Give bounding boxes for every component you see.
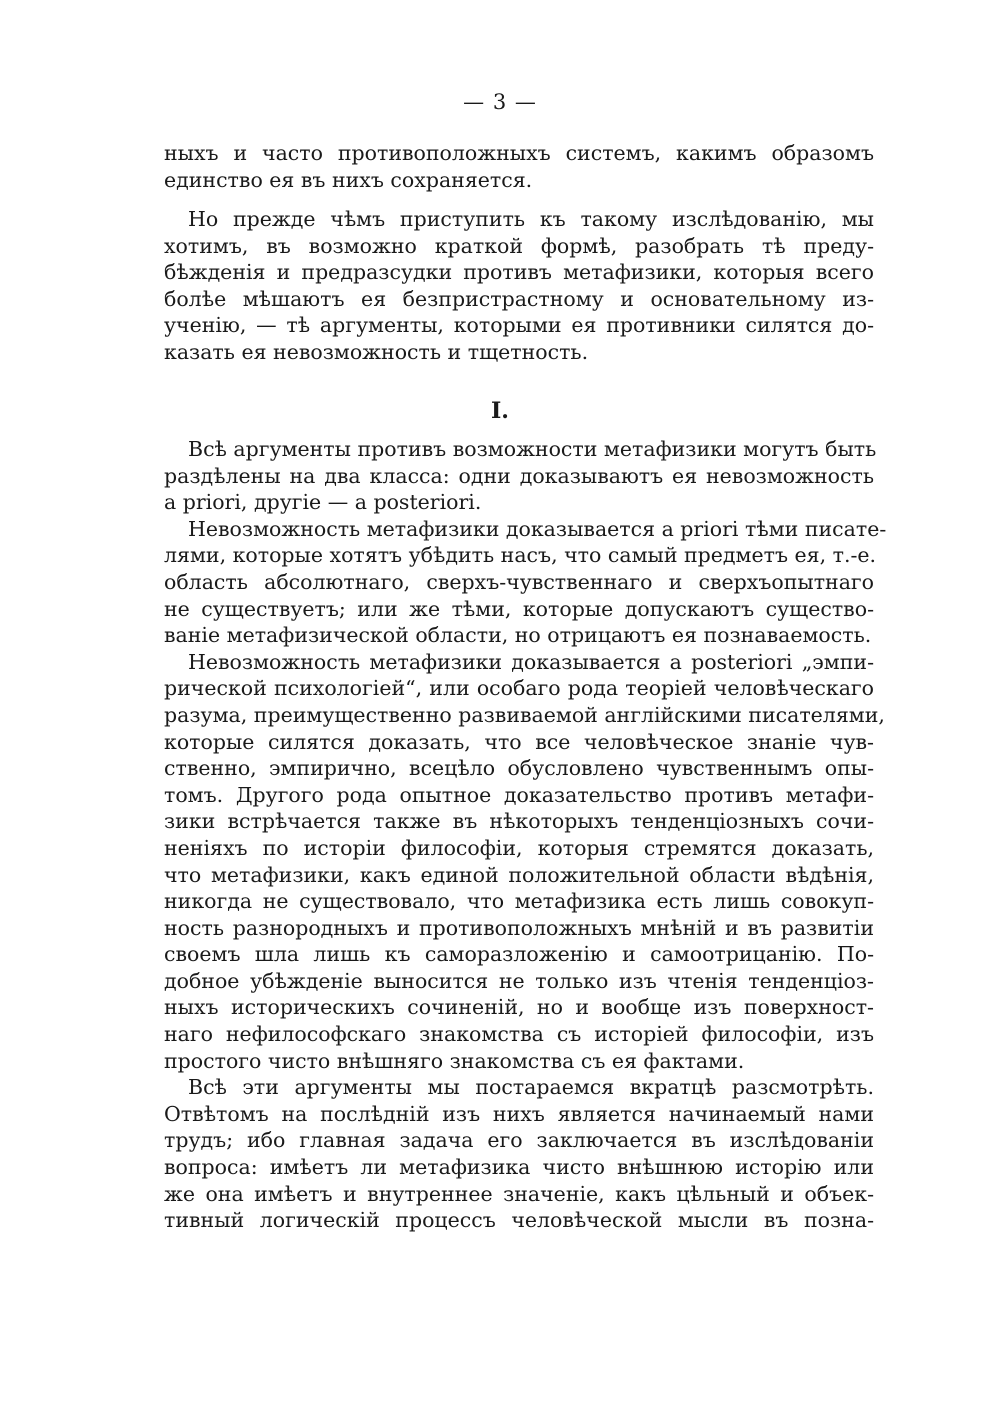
- text-line: бѣжденія и предразсудки противъ метафизики, которыя всего: [164, 260, 874, 285]
- text-line: которые силятся доказать, что все человѣческое знаніе чув-: [164, 729, 874, 754]
- text-line: единство ея въ нихъ сохраняется.: [164, 167, 533, 192]
- text-line: никогда не существовало, что метафизика есть лишь совокуп-: [164, 889, 874, 914]
- text-line: Всѣ эти аргументы мы постараемся вкратцѣ разсмотрѣть.: [188, 1075, 874, 1100]
- text-line: томъ. Другого рода опытное доказательство противъ метафи-: [164, 782, 874, 807]
- text-line: ственно, эмпирично, всецѣло обусловлено чувственнымъ опы-: [164, 756, 874, 781]
- text-line: неніяхъ по исторіи философіи, которыя стремятся доказать,: [164, 835, 874, 860]
- text-line: a priori, другіе — a posteriori.: [164, 490, 482, 515]
- text-line: лями, которые хотятъ убѣдить насъ, что самый предметъ ея, т.-е.: [164, 543, 877, 568]
- text-line: Невозможность метафизики доказывается a priori тѣми писате-: [188, 516, 887, 541]
- text-line: область абсолютнаго, сверхъ-чувственнаго и сверхъопытнаго: [164, 569, 874, 594]
- text-line: Отвѣтомъ на послѣдній изъ нихъ является начинаемый нами: [164, 1101, 874, 1126]
- section-heading: I.: [491, 398, 509, 424]
- text-line: хотимъ, въ возможно краткой формѣ, разобрать тѣ преду-: [164, 233, 874, 258]
- text-line: добное убѣжденіе выносится не только изъ чтенія тенденціоз-: [164, 968, 874, 993]
- text-line: Невозможность метафизики доказывается a posteriori „эмпи-: [188, 649, 874, 674]
- text-line: что метафизики, какъ единой положительной области вѣдѣнія,: [164, 862, 874, 887]
- text-line: Но прежде чѣмъ приступить къ такому изслѣдованію, мы: [188, 207, 874, 231]
- text-line: ность разнородныхъ и противоположныхъ мнѣній и въ развитіи: [164, 915, 874, 940]
- page-number: — 3 —: [463, 90, 537, 114]
- text-line: вопроса: имѣетъ ли метафизика чисто внѣшнюю исторію или: [164, 1155, 874, 1180]
- text-line: рической психологіей“, или особаго рода теоріей человѣческаго: [164, 676, 874, 701]
- text-line: ученію, — тѣ аргументы, которыми ея противники силятся до-: [164, 313, 874, 338]
- text-line: казать ея невозможность и тщетность.: [164, 339, 589, 364]
- text-line: Всѣ аргументы противъ возможности метафизики могутъ быть: [188, 437, 877, 461]
- text-line: простого чисто внѣшняго знакомства съ ея фактами.: [164, 1048, 745, 1073]
- paragraph-prejudices: [164, 206, 874, 366]
- text-line: ваніе метафизической области, но отрицаютъ ея познаваемость.: [164, 623, 872, 648]
- text-line: разума, преимущественно развиваемой англійскими писателями,: [164, 702, 885, 727]
- text-line: зики встрѣчается также въ нѣкоторыхъ тенденціозныхъ сочи-: [164, 809, 874, 834]
- text-line: своемъ шла лишь къ саморазложенію и самоотрицанію. По-: [164, 942, 874, 967]
- text-line: раздѣлены на два класса: одни доказываютъ ея невозможность: [164, 463, 874, 488]
- text-line: трудъ; ибо главная задача его заключается въ изслѣдованіи: [164, 1128, 874, 1153]
- text-line: наго нефилософскаго знакомства съ исторіей философіи, изъ: [164, 1022, 874, 1047]
- text-line: болѣе мѣшаютъ ея безпристрастному и основательному из-: [164, 286, 874, 311]
- text-line: ныхъ и часто противоположныхъ системъ, какимъ образомъ: [164, 141, 874, 165]
- text-line: не существуетъ; или же тѣми, которые допускаютъ существо-: [164, 596, 874, 621]
- text-line: ныхъ историческихъ сочиненій, но и вообще изъ поверхност-: [164, 995, 874, 1020]
- text-line: тивный логическій процессъ человѣческой мысли въ позна-: [164, 1208, 874, 1233]
- section-body: [164, 436, 887, 1234]
- text-line: же она имѣетъ и внутреннее значеніе, какъ цѣльный и объек-: [164, 1181, 874, 1206]
- paragraph-continuation: [164, 140, 874, 193]
